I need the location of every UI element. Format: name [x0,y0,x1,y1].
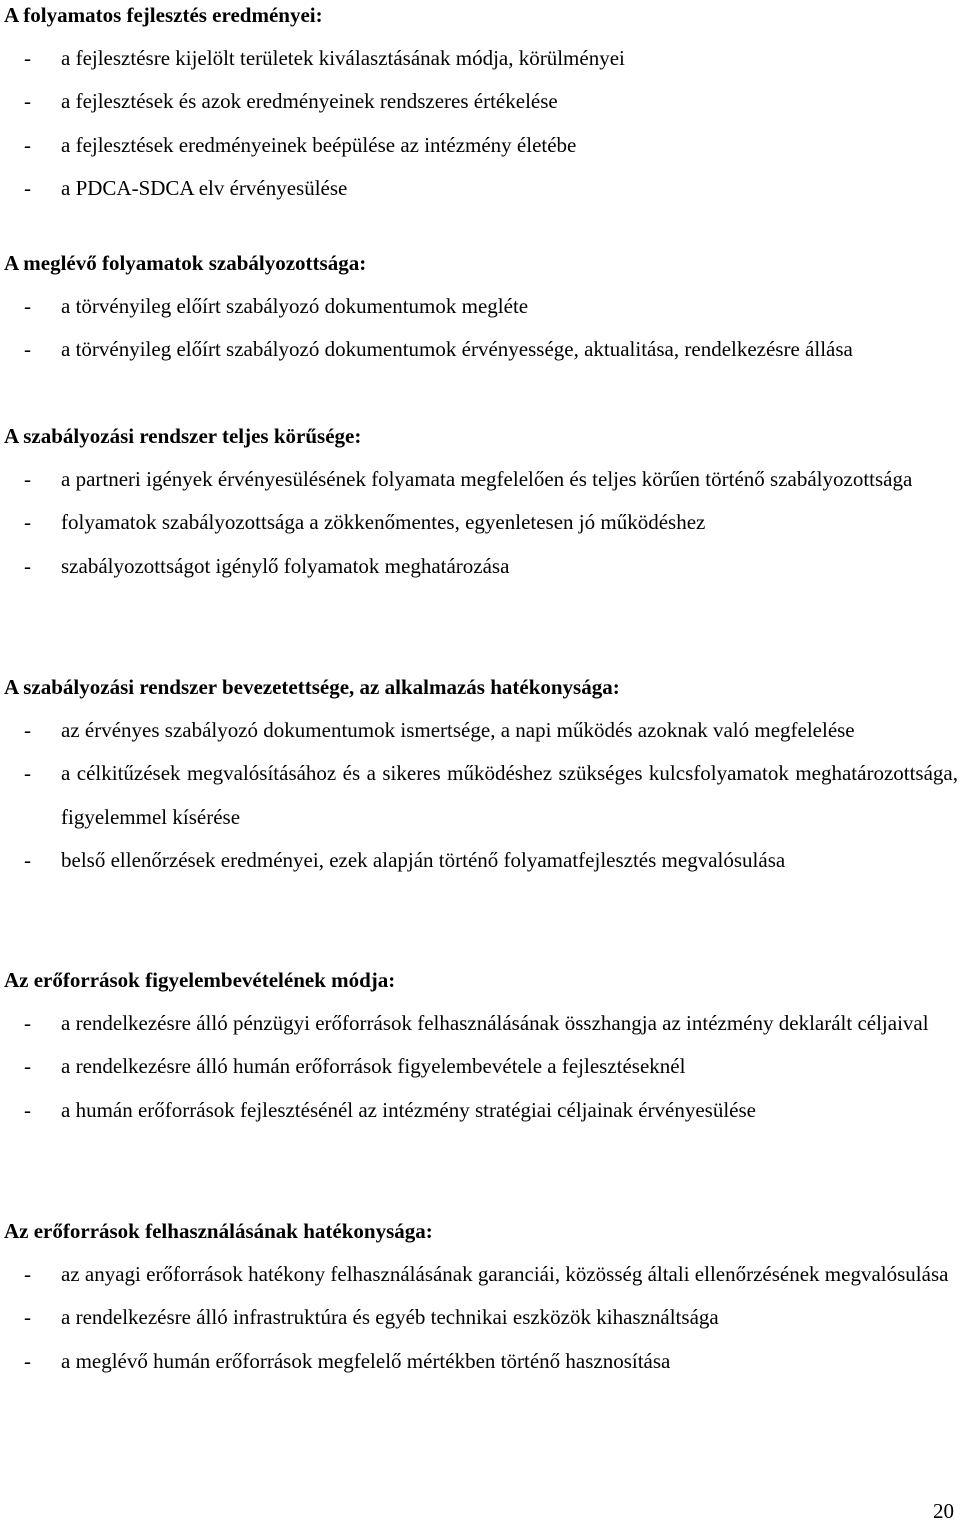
bullet-dash: - [24,176,31,201]
bullet-dash: - [24,848,31,873]
section-continuous-improvement [4,0,958,211]
page-number: 20 [933,1499,954,1523]
section-heading: A szabályozási rendszer bevezetettsége, az alkalmazás hatékonysága: [4,675,620,699]
list-item [4,37,958,80]
section-heading: A folyamatos fejlesztés eredményei: [4,3,323,27]
list-item [4,328,958,371]
list-item-text: a meglévő humán erőforrások megfelelő mértékben történő hasznosítása [61,1348,671,1373]
list-item [4,501,958,544]
list-item [4,839,958,882]
list-item-text: a rendelkezésre álló humán erőforrások figyelembevétele a fejlesztéseknél [61,1054,686,1079]
list-item [4,1002,958,1045]
list-item-text: a rendelkezésre álló infrastruktúra és egyéb technikai eszközök kihasználtsága [61,1305,719,1330]
list-item-text: a rendelkezésre álló pénzügyi erőforrások felhasználásának összhangja az intézmény deklarált céljaival [61,1011,929,1035]
list-item-text: az anyagi erőforrások hatékony felhasználásának garanciái, közösség általi ellenőrzésének megvalósulása [61,1262,949,1286]
list-item [4,80,958,123]
bullet-dash: - [24,553,31,578]
list-item-text: folyamatok szabályozottsága a zökkenőmentes, egyenletesen jó működéshez [61,510,706,535]
bullet-dash: - [24,761,31,786]
list-item [4,1296,958,1339]
bullet-dash: - [24,1262,31,1286]
bullet-dash: - [24,718,31,742]
bullet-dash: - [24,337,31,362]
list-item [4,1340,958,1383]
list-item [4,752,958,839]
section-heading: Az erőforrások felhasználásának hatékonysága: [4,1219,433,1243]
section-resource-consideration [4,959,958,1132]
list-item-text: a törvényileg előírt szabályozó dokumentumok megléte [61,294,529,318]
bullet-dash: - [24,132,31,157]
list-item-text: a fejlesztések eredményeinek beépülése az intézmény életébe [61,132,577,157]
list-item [4,1045,958,1088]
section-heading: A meglévő folyamatok szabályozottsága: [4,251,367,275]
list-item-text: szabályozottságot igénylő folyamatok meghatározása [61,553,510,578]
list-item [4,285,958,328]
bullet-dash: - [24,46,31,70]
list-item [4,167,958,210]
list-item [4,1089,958,1132]
list-item [4,709,958,752]
section-existing-process-regulation [4,242,958,372]
list-item [4,124,958,167]
list-item-text: a partneri igények érvényesülésének folyamata megfelelően és teljes körűen történő szabályozottsága [61,467,913,491]
section-resource-efficiency [4,1210,958,1383]
bullet-dash: - [24,1054,31,1079]
list-item [4,458,958,501]
list-item-text: a törvényileg előírt szabályozó dokumentumok érvényessége, aktualitása, rendelkezésre állása [61,337,853,362]
list-item-text: a fejlesztésre kijelölt területek kiválasztásának módja, körülményei [61,46,625,70]
list-item-text: a célkitűzések megvalósításához és a sikeres működéshez szükséges kulcsfolyamatok meghatározottsága, figyelemmel kísérése [61,761,958,829]
bullet-dash: - [24,510,31,535]
list-item-text: a PDCA-SDCA elv érvényesülése [61,176,348,201]
list-item-text: a fejlesztések és azok eredményeinek rendszeres értékelése [61,89,558,114]
bullet-dash: - [24,89,31,114]
section-regulation-implementation [4,666,958,883]
bullet-dash: - [24,467,31,491]
list-item-text: a humán erőforrások fejlesztésénél az intézmény stratégiai céljainak érvényesülése [61,1097,756,1122]
bullet-dash: - [24,1097,31,1122]
section-heading: Az erőforrások figyelembevételének módja: [4,968,396,992]
list-item [4,1253,958,1296]
list-item [4,545,958,588]
list-item-text: az érvényes szabályozó dokumentumok ismertsége, a napi működés azoknak való megfelelése [61,718,855,742]
bullet-dash: - [24,294,31,318]
section-regulation-completeness [4,415,958,588]
bullet-dash: - [24,1348,31,1373]
bullet-dash: - [24,1011,31,1035]
list-item-text: belső ellenőrzések eredményei, ezek alapján történő folyamatfejlesztés megvalósulása [61,848,786,873]
bullet-dash: - [24,1305,31,1330]
section-heading: A szabályozási rendszer teljes körűsége: [4,424,362,448]
